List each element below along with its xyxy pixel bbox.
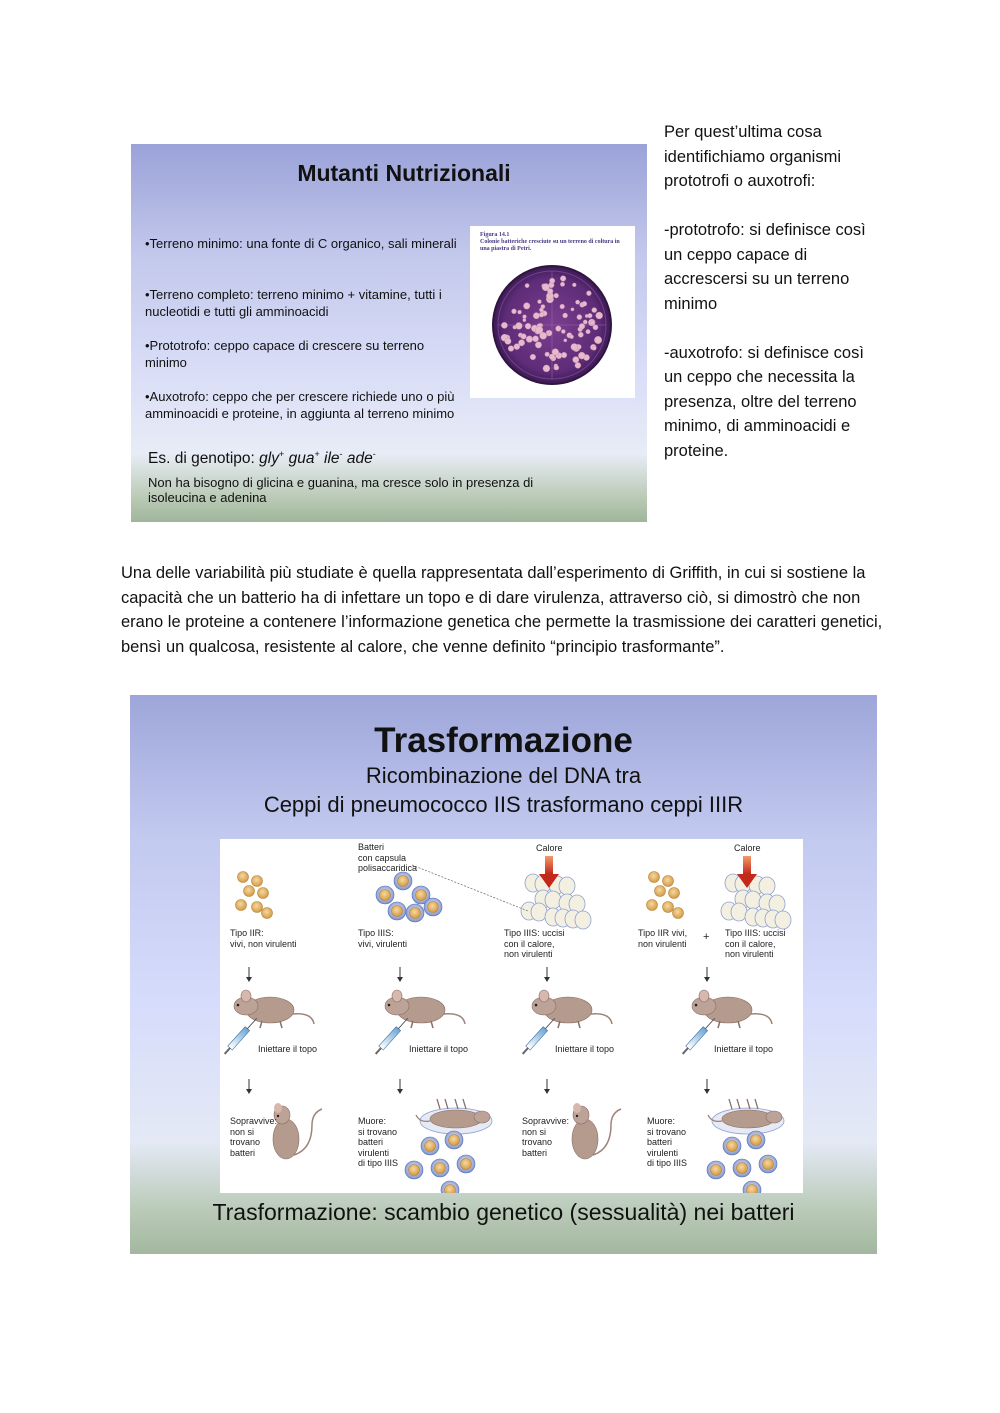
colony [564,339,567,342]
bacterium [416,890,427,901]
label-line: non si [522,1126,547,1137]
surviving-mouse-icon [572,1103,621,1159]
colony [575,300,579,304]
label-line: con il calore, [504,938,555,949]
colony [525,323,531,329]
slide-footer: Trasformazione: scambio genetico (sessualità) nei batteri [212,1199,795,1225]
side-auxotrofo: -auxotrofo: si definisce così un ceppo che necessita la presenza, oltre del terreno minimo, di amminoacidi e proteine. [664,343,864,460]
capsule-label-line: con capsula [358,852,407,863]
bacterium [398,876,409,887]
griffith-paragraph: Una delle variabilità più studiate è quella rappresentata dall’esperimento di Griffith, in cui si sostiene la capacità che un batterio ha di infettare un topo e di dare virulenza, attraverso ciò, si dimostrò che non erano le proteine a contenere l’informazione genetica che permette la trasmissione dei caratteri genetici, bensì un qualcosa, resistente al calore, che venne definito “principio trasformante”. [121,564,883,656]
transformation-slide [130,695,877,1254]
bacterium [711,1165,722,1176]
colony [560,304,565,309]
colony [554,293,559,298]
die-label [647,1116,687,1169]
slide-title: Trasformazione [374,721,633,760]
syringe-icon [680,1016,717,1056]
label-line: batteri [230,1147,256,1158]
colony [571,344,578,351]
genotype-gene: ile [324,450,340,468]
heat-label: Calore [536,843,563,853]
colony [542,283,549,290]
syringe-icon [520,1016,557,1056]
bacterium [763,1159,774,1170]
bullet-prototrofo: •Prototrofo: ceppo capace di crescere su terreno minimo [145,338,425,370]
side-prototrofo: -prototrofo: si definisce così un ceppo capace di accrescersi su un terreno minimo [664,221,866,313]
label-line: trovano [522,1137,553,1147]
figure-label: Figura 14.1 [480,232,510,238]
label-line: batteri [647,1137,673,1147]
label-line: batteri [358,1137,384,1147]
slide-subtitle-2: Ceppi di pneumococco IIS trasformano ceppi IIIR [263,792,744,817]
label-line: batteri [522,1147,548,1158]
colony [586,329,590,333]
col4b-bacteria [721,874,791,929]
inject-label: Iniettare il topo [258,1044,318,1054]
slide-subtitle-1: Ricombinazione del DNA tra [365,763,642,788]
down-arrow-icon [704,967,710,982]
col3-top-label [504,928,565,960]
bullet-auxotrofo: •Auxotrofo: ceppo che per crescere richiede uno o più amminoacidi e proteine, in aggiunta al terreno minimo [145,389,455,421]
capsule-label-line: Batteri [358,842,385,852]
down-arrow-icon [246,967,252,982]
bacterium [236,900,247,911]
dead-capsule [559,877,575,895]
colony [501,322,507,328]
genotype-sign: - [339,449,343,459]
colony [535,326,542,333]
colony [530,354,536,360]
genotype-note: Non ha bisogno di glicina e guanina, ma cresce solo in presenza di isoleucina e adenina [148,475,534,505]
bacterium [655,886,666,897]
bacterium [663,876,674,887]
colony [533,313,539,319]
down-arrow-icon [544,1079,550,1094]
colony [592,346,596,350]
survive-label [522,1116,569,1158]
heat-label: Calore [734,843,761,853]
bacterium [649,872,660,883]
surviving-mouse-icon [273,1103,322,1159]
colony [523,303,530,310]
colony [512,309,517,314]
colony [541,305,545,309]
dead-capsule [731,903,747,921]
col4a-bacteria [647,872,684,919]
colony [561,352,567,358]
label-line: di tipo IIIS [358,1158,399,1168]
label-line: di tipo IIIS [647,1158,688,1168]
colony [560,282,564,286]
colony [518,340,524,346]
bacterium [258,888,269,899]
colony [577,315,582,320]
griffith-experiment-diagram [220,839,803,1193]
virulent-bacteria [405,1131,475,1193]
plus-sign: + [703,931,710,943]
colony [578,352,585,359]
side-intro: Per quest’ultima cosa identifichiamo organismi prototrofi o auxotrofi: [664,123,841,190]
col3-bacteria [521,874,591,929]
label-line: non virulenti [504,949,553,959]
colony [556,326,562,332]
col2-bacteria [376,872,442,922]
colony [521,334,527,340]
colony [570,335,574,339]
bacterium [747,1185,758,1194]
capsule-label [358,842,417,874]
diagram-graphics [220,839,803,1193]
label-line: non virulenti [638,938,687,949]
colony [545,352,550,357]
colony [578,332,583,337]
survive-label [230,1116,277,1158]
virulent-bacteria [707,1131,777,1193]
genotype-example [148,449,376,468]
down-arrow-icon [397,1079,403,1094]
label-line: Sopravvive: [230,1116,278,1126]
colony [560,276,566,282]
slide-title: Mutanti Nutrizionali [297,160,511,186]
bacterium [410,908,421,919]
bacterium [737,1163,748,1174]
col2-top-label [358,928,407,949]
bullet-terreno-minimo: •Terreno minimo: una fonte di C organico, sali minerali [145,236,457,251]
colony [549,278,554,283]
bacterium [244,886,255,897]
colony [563,313,568,318]
colony [556,354,559,357]
genotype-gene: gua [288,450,315,468]
colony [518,310,522,314]
label-line: non si [230,1126,255,1137]
col4a-top-label [638,928,687,949]
bacterium [380,890,391,901]
dead-capsule [745,891,761,909]
bacterium [252,876,263,887]
capsule-label-line: polisaccaridica [358,863,418,873]
label-line: si trovano [358,1126,398,1137]
side-explanation [664,120,879,463]
down-arrow-icon [544,967,550,982]
colony [523,315,527,319]
petri-dish-figure [470,226,635,398]
col1-top-label [230,928,297,949]
label-line: Muore: [647,1116,676,1126]
bacterium [461,1159,472,1170]
bullet-terreno-completo: •Terreno completo: terreno minimo + vitamine, tutti i nucleotidi e tutti gli amminoacidi [145,287,442,319]
bacterium [449,1135,460,1146]
die-label [358,1116,398,1169]
dead-capsule [575,911,591,929]
col4b-top-label [725,928,786,960]
label-line: Tipo IIIS: uccisi [725,928,786,938]
bacterium [663,902,674,913]
label-line: Tipo IIIS: uccisi [504,928,565,938]
bacterium [428,902,439,913]
label-line: si trovano [647,1126,687,1137]
colony [543,365,550,372]
label-line: vivi, non virulenti [230,938,297,949]
bacterium [238,872,249,883]
colony [561,329,565,333]
label-line: virulenti [647,1147,679,1158]
colony [526,336,533,343]
down-arrow-icon [704,1079,710,1094]
genotype-gene: ade [346,450,373,468]
colony [586,291,591,296]
colony [533,336,539,342]
label-line: Sopravvive: [522,1116,570,1126]
colony [535,342,541,348]
bacterium [435,1163,446,1174]
label-line: con il calore, [725,938,776,949]
colony [572,283,576,287]
label-line: Tipo IIIS: [358,928,394,938]
bacterium [409,1165,420,1176]
bacterium [445,1185,456,1194]
label-line: Tipo IIR vivi, [638,928,688,938]
dead-mouse-icon [416,1099,492,1134]
colony [515,322,522,329]
bacterium [673,908,684,919]
colony [573,357,579,363]
bacterium [252,902,263,913]
colony [575,362,581,368]
inject-label: Iniettare il topo [555,1044,615,1054]
bacterium [392,906,403,917]
colony [523,318,526,321]
genotype-gene: gly [259,450,279,468]
down-arrow-icon [246,1079,252,1094]
nutritional-mutants-slide [131,144,647,522]
down-arrow-icon [397,967,403,982]
label-line: trovano [230,1137,261,1147]
colony [546,331,549,334]
inject-label: Iniettare il topo [409,1044,469,1054]
label-line: Muore: [358,1116,387,1126]
syringe-icon [222,1016,259,1056]
label-line: virulenti [358,1147,390,1158]
colony [583,320,587,324]
dead-capsule [545,891,561,909]
bacterium [262,908,273,919]
bacterium [647,900,658,911]
figure-caption-text: Colonie batteriche cresciute su un terreno di coltura in una piastra di Petri. [480,239,620,252]
genotype-sign: - [372,449,376,459]
label-line: vivi, virulenti [358,938,408,949]
dead-capsule [531,903,547,921]
genotype-prefix: Es. di genotipo: [148,450,260,468]
inject-label: Iniettare il topo [714,1044,774,1054]
bacterium [669,888,680,899]
colony [508,346,514,352]
colony [588,313,593,318]
dead-mouse-icon [708,1099,784,1134]
colony [596,312,603,319]
colony [579,323,585,329]
col1-bacteria [236,872,273,919]
petri-dish-image [470,226,635,398]
bacterium [425,1141,436,1152]
label-line: non virulenti [725,949,774,959]
genotype-sign: + [279,449,285,459]
bacterium [727,1141,738,1152]
colony [538,300,542,304]
dead-capsule [775,911,791,929]
label-line: Tipo IIR: [230,928,264,938]
colony [591,321,595,325]
colony [525,283,529,287]
colony [554,365,559,370]
syringe-icon [373,1016,410,1056]
colony [505,338,511,344]
colony [582,301,587,306]
dead-capsule [759,877,775,895]
colony [594,336,601,343]
bacterium [751,1135,762,1146]
genotype-sign: + [314,449,320,459]
colony [592,308,597,313]
colony [549,354,554,359]
colony [539,312,544,317]
colony [571,308,574,311]
